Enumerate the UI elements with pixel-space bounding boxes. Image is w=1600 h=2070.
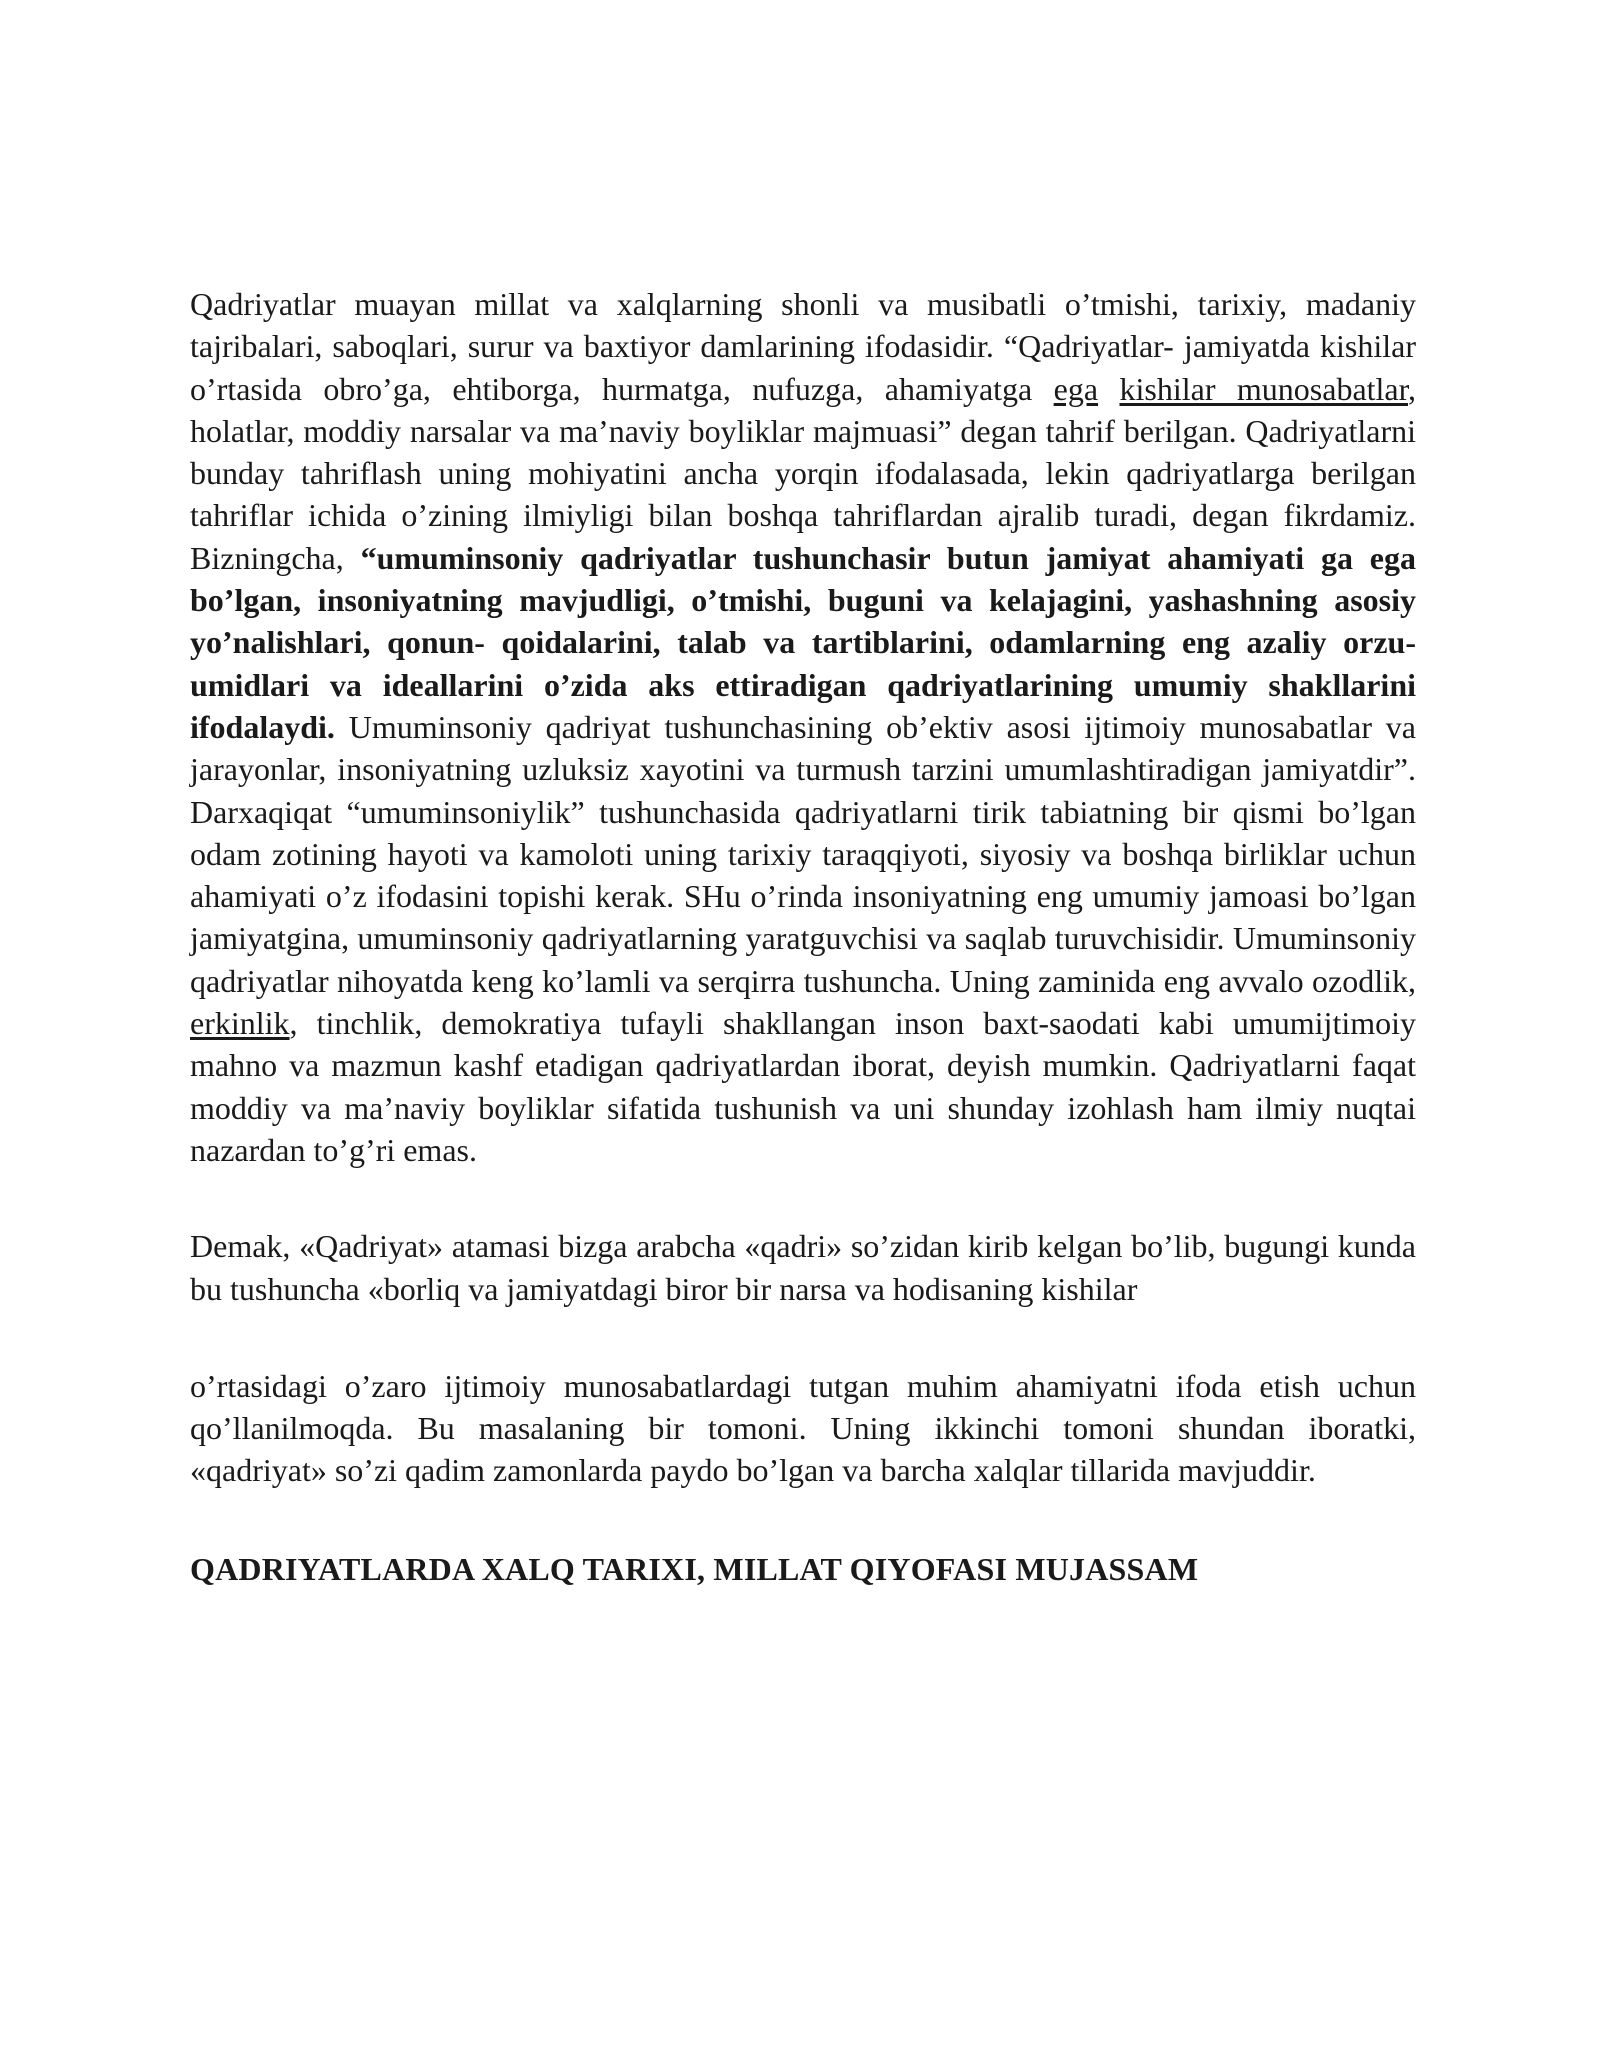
section-heading: QADRIYATLARDA XALQ TARIXI, MILLAT QIYOFASI MUJASSAM [190,1550,1199,1587]
link-ega[interactable]: ega [1053,370,1099,407]
link-kishilar-munosabatlar[interactable]: kishilar munosabatlar [1119,370,1408,407]
paragraph-text: , tinchlik, demokratiya tufayli shakllangan inson baxt-saodati kabi umumijtimoiy mahno va mazmun kashf etadigan qadriyatlardan iborat, deyish mumkin. Qadriyatlarni faqat moddiy va ma’naviy boyliklar sifatida tushunish va uni shunday izohlash ham ilmiy nuqtai nazardan to’g’ri emas. [190,1005,1416,1168]
paragraph-ortasidagi: o’rtasidagi o’zaro ijtimoiy munosabatlardagi tutgan muhim ahamiyatni ifoda etish uchun qo’llanilmoqda. Bu masalaning bir tomoni. Uning ikkinchi tomoni shundan iboratki, «qadriyat» so’zi qadim zamonlarda paydo bo’lgan va barcha xalqlar tillarida mavjuddir. [190,1367,1416,1489]
paragraph-text: Umuminsoniy qadriyat tushunchasining ob’ektiv asosi ijtimoiy munosabatlar va jarayonlar, insoniyatning uzluksiz xayotini va turmush tarzini umumlashtiradigan jamiyatdir”. Darxaqiqat “umuminsoniylik” tushunchasida qadriyatlarni tirik tabiatning bir qismi bo’lgan odam zotining hayoti va kamoloti uning tarixiy taraqqiyoti, siyosiy va boshqa birliklar uchun ahamiyati o’z ifodasini topishi kerak. SHu o’rinda insoniyatning eng umumiy jamoasi bo’lgan jamiyatgina, umuminsoniy qadriyatlarning yaratguvchisi va saqlab turuvchisidir. Umuminsoniy qadriyatlar nihoyatda keng ko’lamli va serqirra tushuncha. Uning zaminida eng avvalo ozodlik, [190,708,1416,999]
spacer [1098,371,1119,407]
document-page [190,283,1416,1590]
link-erkinlik[interactable]: erkinlik [190,1005,290,1042]
paragraph-demak: Demak, «Qadriyat» atamasi bizga arabcha «qadri» so’zidan kirib kelgan bo’lib, bugungi kunda bu tushuncha «borliq va jamiyatdagi biror bir narsa va hodisaning kishilar [190,1228,1416,1307]
paragraph-text: , holatlar, moddiy narsalar va ma’naviy boyliklar majmuasi” degan tahrif berilgan. Qadriyatlarni bunday tahriflash uning mohiyatini ancha yorqin ifodalasada, lekin qadriyatlarga berilgan tahriflar ichida o’zining ilmiyligi bilan boshqa tahriflardan ajralib turadi, degan fikrdamiz. Bizningcha, [190,370,1416,576]
paragraph-text: Qadriyatlar muayan millat va xalqlarning shonli va musibatli o’tmishi, tarixiy, madaniy tajribalari, saboqlari, surur va baxtiyor damlarining ifodasidir. “Qadriyatlar- jamiyatda kishilar o’rtasida obro’ga, ehtiborga, hurmatga, nufuzga, ahamiyatga [190,286,1416,407]
bold-definition: “umuminsoniy qadriyatlar tushunchasir butun jamiyat ahamiyati ga ega bo’lgan, insoniyatning mavjudligi, o’tmishi, buguni va kelajagini, yashashning asosiy yo’nalishlari, qonun- qoidalarini, talab va tartiblarini, odamlarning eng azaliy orzu-umidlari va ideallarini o’zida aks ettiradigan qadriyatlarining umumiy shakllarini ifodalaydi. [190,539,1417,745]
paragraph-qadriyatlar-definition [190,283,1416,1171]
